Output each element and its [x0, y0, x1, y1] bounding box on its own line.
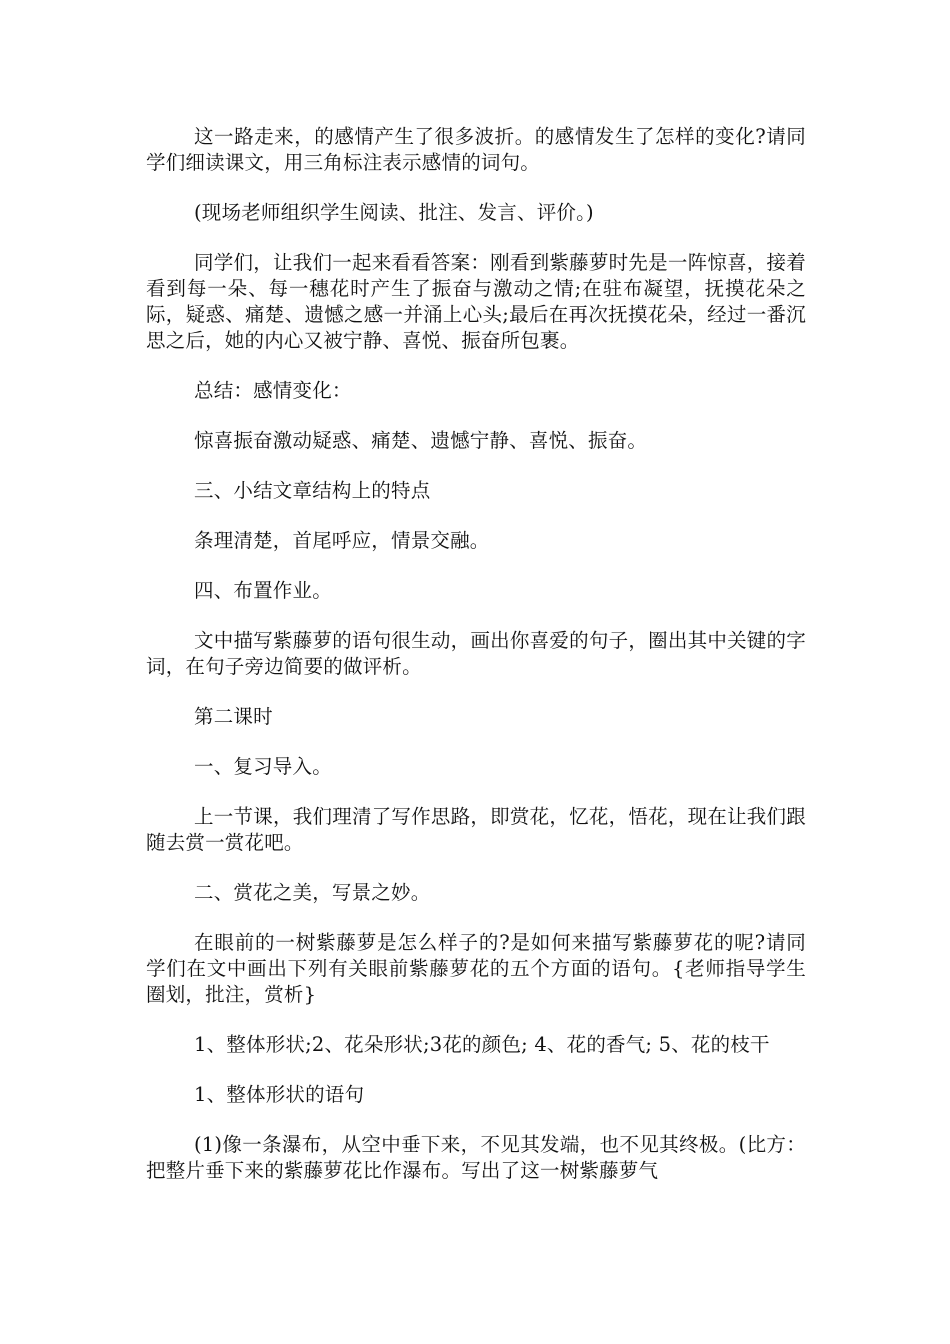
paragraph-waterfall-analysis: (1)像一条瀑布，从空中垂下来，不见其发端，也不见其终极。(比方：把整片垂下来的紫藤萝花比作瀑布。写出了这一树紫藤萝气: [146, 1133, 806, 1182]
subheading-overall-shape: 1、整体形状的语句: [194, 1083, 365, 1106]
paragraph-structure-features: 条理清楚，首尾呼应，情景交融。: [194, 529, 490, 552]
paragraph-summary-heading: 总结：感情变化：: [194, 379, 352, 402]
document-body: [146, 124, 806, 1208]
paragraph-five-aspects-list: 1、整体形状;2、花朵形状;3花的颜色; 4、花的香气; 5、花的枝干: [194, 1033, 770, 1056]
paragraph-classroom-activity-note: (现场老师组织学生阅读、批注、发言、评价。): [194, 201, 594, 224]
section-heading-structure: 三、小结文章结构上的特点: [194, 479, 431, 502]
section-heading-review: 一、复习导入。: [194, 755, 332, 778]
lesson-heading-second: 第二课时: [194, 705, 273, 728]
paragraph-answer-explanation: 同学们，让我们一起来看看答案：刚看到紫藤萝时先是一阵惊喜，接着看到每一朵、每一穗花时产生了振奋与激动之情;在驻布凝望，抚摸花朵之际，疑惑、痛楚、遗憾之感一并涌上心头;最后在再次抚摸花朵，经过一番沉思之后，她的内心又被宁静、喜悦、振奋所包裹。: [146, 251, 806, 352]
section-heading-appreciation: 二、赏花之美，写景之妙。: [194, 881, 431, 904]
paragraph-review-content: 上一节课，我们理清了写作思路，即赏花，忆花，悟花，现在让我们跟随去赏一赏花吧。: [146, 805, 806, 854]
paragraph-emotion-change-question: 这一路走来，的感情产生了很多波折。的感情发生了怎样的变化?请同学们细读课文，用三角标注表示感情的词句。: [146, 125, 806, 174]
paragraph-emotion-sequence: 惊喜振奋激动疑惑、痛楚、遗憾宁静、喜悦、振奋。: [194, 429, 648, 452]
section-heading-homework: 四、布置作业。: [194, 579, 332, 602]
paragraph-appreciation-question: 在眼前的一树紫藤萝是怎么样子的?是如何来描写紫藤萝花的呢?请同学们在文中画出下列有关眼前紫藤萝花的五个方面的语句。{老师指导学生圈划，批注，赏析}: [146, 931, 806, 1006]
paragraph-homework-content: 文中描写紫藤萝的语句很生动，画出你喜爱的句子，圈出其中关键的字词，在句子旁边简要的做评析。: [146, 629, 806, 678]
